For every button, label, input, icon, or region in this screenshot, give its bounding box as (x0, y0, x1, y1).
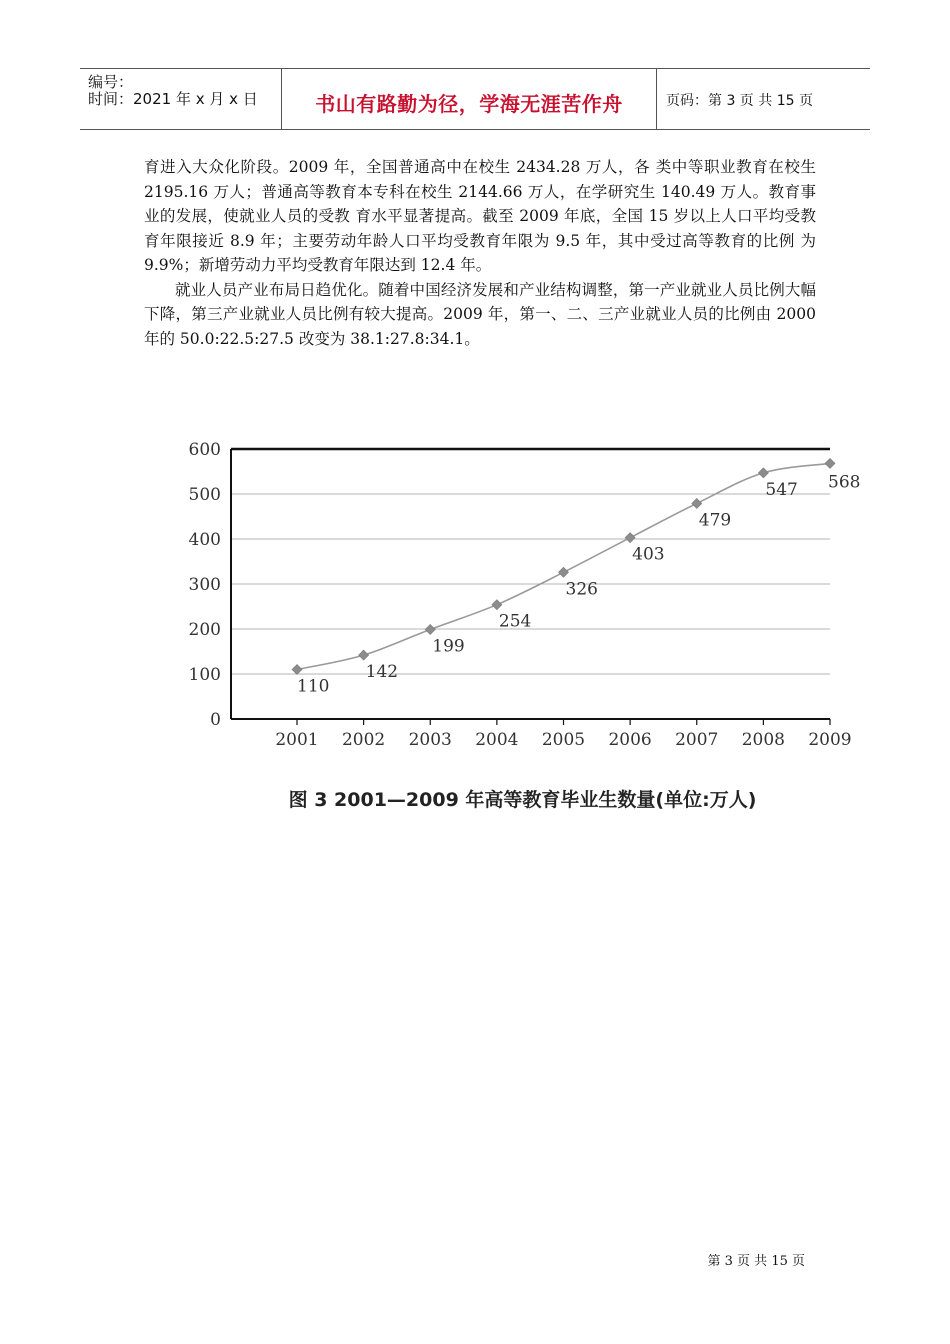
data-point (425, 624, 435, 634)
data-label: 199 (432, 636, 465, 657)
x-tick-label: 2005 (541, 730, 586, 750)
data-label: 326 (565, 579, 598, 600)
header-meta-cell (80, 69, 280, 129)
y-tick-label: 0 (210, 710, 221, 730)
x-tick-label: 2008 (741, 730, 786, 750)
x-tick-label: 2003 (408, 730, 452, 750)
y-tick-label: 400 (188, 530, 221, 550)
page-footer: 第 3 页 共 15 页 (707, 1254, 805, 1269)
body-text (144, 155, 816, 351)
data-label: 547 (765, 479, 798, 500)
data-point (559, 567, 569, 577)
data-point (625, 533, 635, 543)
y-tick-label: 500 (188, 485, 221, 505)
figure-caption: 图 3 2001—2009 年高等教育毕业生数量(单位:万人) (288, 789, 757, 811)
x-tick-label: 2007 (675, 730, 719, 750)
x-tick-label: 2009 (808, 730, 852, 750)
x-tick-label: 2002 (341, 730, 386, 750)
x-tick-label: 2004 (475, 730, 519, 750)
page-indicator: 页码：第 3 页 共 15 页 (666, 93, 813, 109)
data-label: 479 (698, 510, 732, 531)
x-tick-label: 2006 (608, 730, 652, 750)
data-label: 403 (632, 544, 665, 565)
y-tick-label: 600 (188, 440, 221, 460)
y-tick-label: 300 (188, 575, 221, 595)
paragraph: 育进入大众化阶段。2009 年，全国普通高中在校生 2434.28 万人，各 类中等职业教育在校生 2195.16 万人；普通高等教育本专科在校生 2144.66 万人，在学研究生 140.49 万人。教育事业的发展，使就业人员的受教 育水平显著提高。截至 2009 年底，全国 15 岁以上人口平均受教育年限接近 8.9 年；主要劳动年龄人口平均受教育年限为 9.5 年，其中受过高等教育的比例 为 9.9%；新增劳动力平均受教育年限达到 12.4 年。 (144, 158, 816, 274)
data-point (492, 600, 502, 610)
data-point (692, 498, 702, 508)
data-label: 254 (498, 611, 532, 632)
data-label: 568 (828, 472, 861, 493)
data-label: 110 (297, 676, 330, 697)
data-point (292, 665, 302, 675)
header-page-cell (656, 69, 870, 129)
data-point (359, 650, 369, 660)
motto: 书山有路勤为径，学海无涯苦作舟 (315, 92, 623, 116)
document-id-label: 编号： (88, 73, 134, 91)
chart-svg (170, 435, 870, 755)
data-point (758, 468, 768, 478)
y-tick-label: 200 (188, 620, 221, 640)
header-motto-cell (281, 69, 657, 129)
data-point (825, 458, 835, 468)
data-label: 142 (365, 662, 399, 683)
document-date-label: 时间：2021 年 x 月 x 日 (88, 90, 258, 108)
paragraph: 就业人员产业布局日趋优化。随着中国经济发展和产业结构调整，第一产业就业人员比例大幅下降，第三产业就业人员比例有较大提高。2009 年，第一、二、三产业就业人员的比例由 2000 年的 50.0:22.5:27.5 改变为 38.1:27.8:34.1。 (144, 280, 816, 348)
header-table (80, 68, 870, 130)
graduates-line-chart (170, 435, 870, 755)
y-tick-label: 100 (188, 665, 221, 685)
x-tick-label: 2001 (275, 730, 319, 750)
